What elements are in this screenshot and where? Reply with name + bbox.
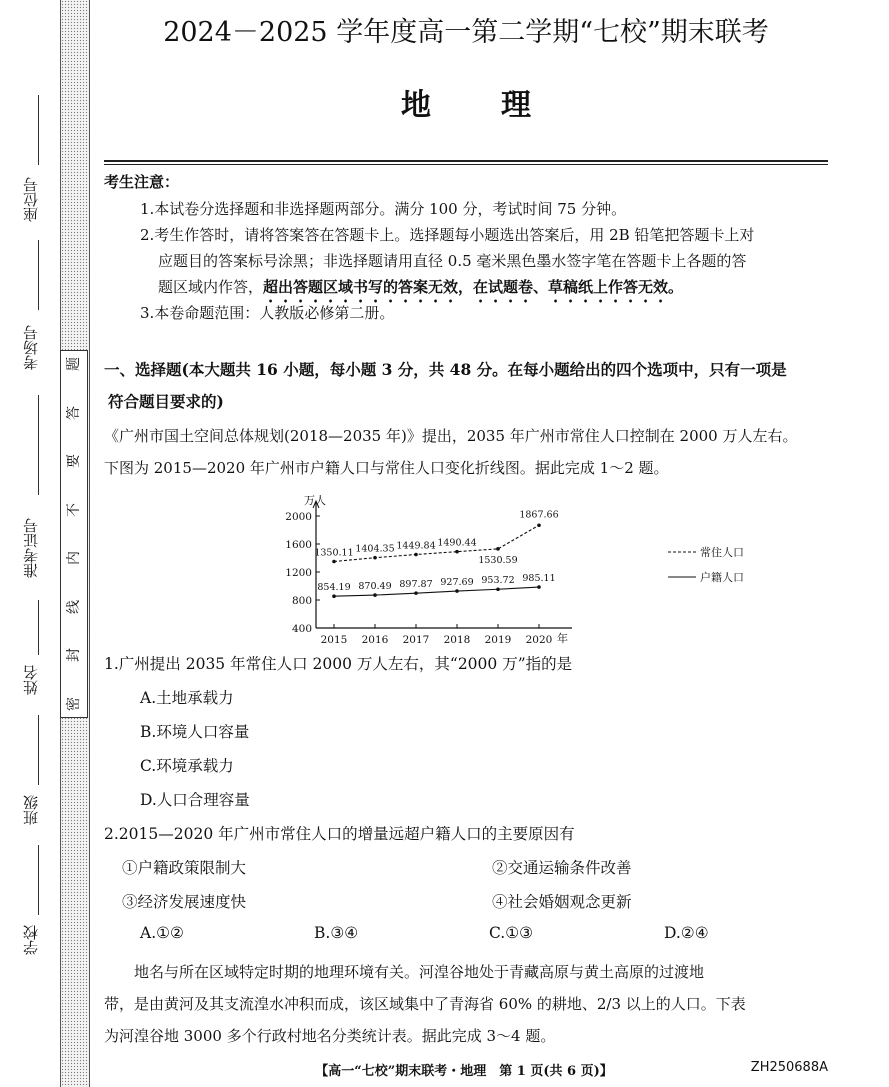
seal-char: 答 <box>66 405 82 420</box>
notice-item-1: 1.本试卷分选择题和非选择题两部分。满分 100 分，考试时间 75 分钟。 <box>140 200 627 218</box>
footer-page-info: 【高一“七校”期末联考・地理 第 1 页(共 6 页)】 <box>315 1064 613 1079</box>
subject-title: 地理 <box>401 88 601 123</box>
q1-option-a[interactable]: A.土地承载力 <box>140 689 234 707</box>
q1-option-c[interactable]: C.环境承载力 <box>140 757 234 775</box>
school-label: 学校 <box>22 925 40 955</box>
seal-char: 内 <box>66 551 82 566</box>
x-tick-label: 2019 <box>484 634 512 646</box>
intro-2-line-2: 带，是由黄河及其支流湟水冲积而成，该区域集中了青海省 60% 的耕地、2/3 以上的人口。下表 <box>104 995 746 1013</box>
exam-room-line <box>38 240 39 310</box>
exam-title: 2024－2025 学年度高一第二学期“七校”期末联考 <box>163 17 769 48</box>
data-label: 1350.11 <box>314 547 354 559</box>
footer-paper-code: ZH250688A <box>750 1060 828 1075</box>
data-label: 870.49 <box>358 581 392 593</box>
data-point <box>332 560 336 564</box>
q2-statement-1: ①户籍政策限制大 <box>122 859 247 877</box>
data-label: 1867.66 <box>519 509 559 521</box>
y-tick-label: 800 <box>291 595 312 607</box>
q2-stem: 2.2015—2020 年广州市常住人口的增量远超户籍人口的主要原因有 <box>104 825 575 843</box>
notice-plain-text: 题区域内作答， <box>158 278 264 296</box>
notice-item-2-line-2: 应题目的答案标号涂黑；非选择题请用直径 0.5 毫米黑色墨水签字笔在答题卡上各题的答 <box>158 252 747 270</box>
y-tick-label: 2000 <box>285 511 312 523</box>
exam-room-label: 考场号 <box>22 325 40 371</box>
legend-label: 户籍人口 <box>700 571 744 584</box>
data-label: 854.19 <box>317 582 351 594</box>
data-point <box>332 594 336 598</box>
data-label: 927.69 <box>440 577 474 589</box>
data-label: 953.72 <box>481 575 515 587</box>
notice-item-2-line-1: 2.考生作答时，请将答案答在答题卡上。选择题每小题选出答案后，用 2B 铅笔把答题卡上对 <box>140 226 755 244</box>
data-label: 897.87 <box>399 579 433 591</box>
data-point <box>373 556 377 560</box>
notice-heading: 考生注意： <box>104 173 180 191</box>
x-tick-label: 2016 <box>361 634 389 646</box>
y-tick-label: 1200 <box>285 567 312 579</box>
data-label: 985.11 <box>522 573 556 585</box>
name-label: 姓名 <box>22 665 40 695</box>
notice-item-3: 3.本卷命题范围：人教版必修第二册。 <box>140 304 395 322</box>
binding-margin <box>0 0 60 1087</box>
seal-char: 要 <box>66 454 82 469</box>
intro-paragraph-2 <box>104 956 828 1052</box>
school-line <box>38 845 39 915</box>
data-point <box>373 593 377 597</box>
header-rule <box>104 164 828 165</box>
q2-statement-2: ②交通运输条件改善 <box>492 859 632 877</box>
x-tick-label: 2015 <box>320 634 348 646</box>
data-point <box>414 591 418 595</box>
intro-1-line-2: 下图为 2015—2020 年广州市户籍人口与常住人口变化折线图。据此完成 1～2 题。 <box>104 459 669 477</box>
data-point <box>496 547 500 551</box>
class-line <box>38 715 39 785</box>
data-label: 1449.84 <box>396 540 436 552</box>
section-heading <box>104 354 828 418</box>
data-point <box>496 587 500 591</box>
data-point <box>537 523 541 527</box>
q2-statement-4: ④社会婚姻观念更新 <box>492 893 632 911</box>
data-point <box>455 550 459 554</box>
seal-char: 密 <box>66 696 82 711</box>
population-line-chart <box>276 490 796 650</box>
name-line <box>38 600 39 655</box>
q1-option-d[interactable]: D.人口合理容量 <box>140 791 250 809</box>
data-point <box>537 585 541 589</box>
section-heading-line-2: 符合题目要求的) <box>108 392 224 411</box>
chart-layer <box>285 494 744 646</box>
q2-statement-3: ③经济发展速度快 <box>122 893 247 911</box>
class-label: 班级 <box>22 795 40 825</box>
q2-option-d[interactable]: D.②④ <box>664 924 709 942</box>
x-tick-label: 2017 <box>402 634 430 646</box>
seal-char: 封 <box>66 648 82 663</box>
q2-option-a[interactable]: A.①② <box>140 924 184 942</box>
seal-char: 不 <box>66 502 82 517</box>
intro-2-line-1: 地名与所在区域特定时期的地理环境有关。河湟谷地处于青藏高原与黄土高原的过渡地 <box>134 963 705 981</box>
legend-label: 常住人口 <box>700 546 744 559</box>
seal-char: 线 <box>66 599 82 614</box>
intro-1-line-1: 《广州市国土空间总体规划(2018—2035 年)》提出，2035 年广州市常住人口控制在 2000 万人左右。 <box>104 427 798 445</box>
seat-number-label: 座位号 <box>22 177 40 223</box>
data-point <box>414 553 418 557</box>
x-axis-unit-label: 年 <box>557 632 568 645</box>
header-rule <box>104 160 828 162</box>
notice-emphasis-text: 超出答题区域书写的答案无效，在试题卷、草稿纸上作答无效。 <box>263 278 684 296</box>
q1-stem: 1.广州提出 2035 年常住人口 2000 万人左右，其“2000 万”指的是 <box>104 655 573 673</box>
q2-option-c[interactable]: C.①③ <box>489 924 534 942</box>
data-label: 1490.44 <box>437 537 477 549</box>
data-point <box>455 589 459 593</box>
data-label: 1530.59 <box>478 554 518 566</box>
intro-2-line-3: 为河湟谷地 3000 多个行政村地名分类统计表。据此完成 3～4 题。 <box>104 1027 556 1045</box>
section-heading-line-1: 一、选择题(本大题共 16 小题，每小题 3 分，共 48 分。在每小题给出的四个选项中，只有一项是 <box>104 360 787 379</box>
admission-number-line <box>38 395 39 495</box>
seat-number-line <box>38 95 39 165</box>
y-tick-label: 1600 <box>285 539 312 551</box>
x-tick-label: 2020 <box>525 634 553 646</box>
x-tick-label: 2018 <box>443 634 471 646</box>
data-label: 1404.35 <box>355 543 395 555</box>
intro-paragraph-1 <box>104 420 828 484</box>
y-axis-unit-label: 万人 <box>304 494 326 507</box>
y-tick-label: 400 <box>291 623 312 635</box>
q1-option-b[interactable]: B.环境人口容量 <box>140 723 250 741</box>
seal-char: 题 <box>66 357 82 371</box>
seal-line-box <box>60 350 88 718</box>
q2-option-b[interactable]: B.③④ <box>314 924 359 942</box>
admission-number-label: 准考证号 <box>22 518 40 578</box>
